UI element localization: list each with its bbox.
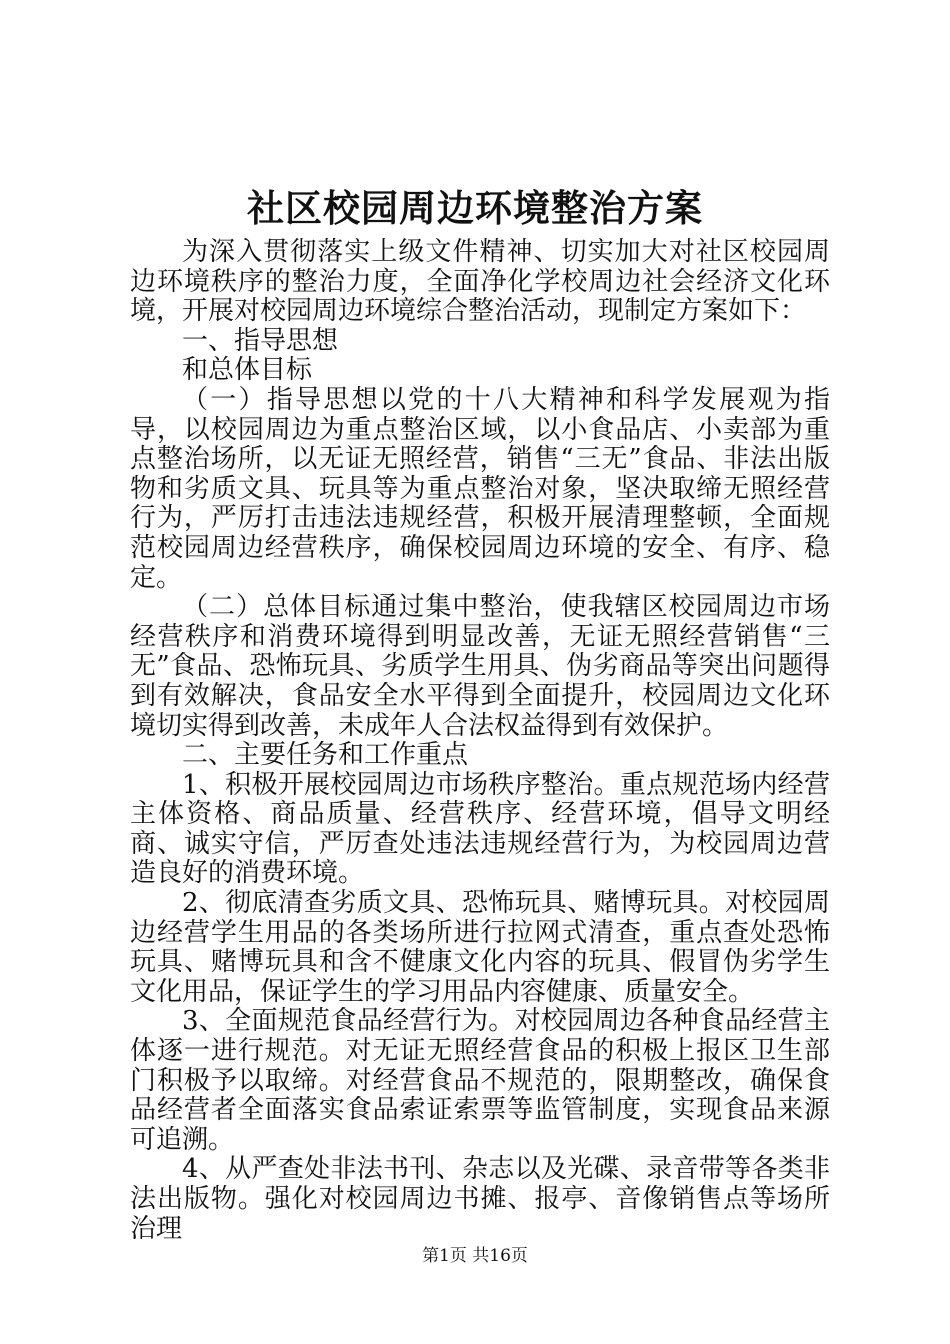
paragraph-task-1: 1、积极开展校园周边市场秩序整治。重点规范场内经营主体资格、商品质量、经营秩序、经营环境，倡导文明经商、诚实守信，严厉查处违法违规经营行为，为校园周边营造良好的消费环境。: [130, 769, 830, 889]
page-number-footer: 第1页 共16页: [422, 1246, 528, 1266]
section-heading-1: 一、指导思想: [182, 325, 339, 356]
document-title: 社区校园周边环境整治方案: [247, 186, 703, 230]
section-heading-2: 二、主要任务和工作重点: [182, 740, 469, 771]
paragraph-overall-goal: （二）总体目标通过集中整治，使我辖区校园周边市场经营秩序和消费环境得到明显改善，无证无照经营销售“三无”食品、恐怖玩具、劣质学生用具、伪劣商品等突出问题得到有效解决，食品安全水平得到全面提升，校园周边文化环境切实得到改善，未成年人合法权益得到有效保护。: [130, 592, 830, 741]
paragraph-guiding-thought: （一）指导思想以党的十八大精神和科学发展观为指导，以校园周边为重点整治区域，以小食品店、小卖部为重点整治场所，以无证无照经营，销售“三无”食品、非法出版物和劣质文具、玩具等为重点整治对象，坚决取缔无照经营行为，严厉打击违法违规经营，积极开展清理整顿，全面规范校园周边经营秩序，确保校园周边环境的安全、有序、稳定。: [130, 384, 830, 593]
paragraph-task-2: 2、彻底清查劣质文具、恐怖玩具、赌博玩具。对校园周边经营学生用品的各类场所进行拉网式清查，重点查处恐怖玩具、赌博玩具和含不健康文化内容的玩具、假冒伪劣学生文化用品，保证学生的学习用品内容健康、质量安全。: [130, 888, 830, 1007]
paragraph-task-3: 3、全面规范食品经营行为。对校园周边各种食品经营主体逐一进行规范。对无证无照经营食品的积极上报区卫生部门积极予以取缔。对经营食品不规范的，限期整改，确保食品经营者全面落实食品索证索票等监管制度，实现食品来源可追溯。: [130, 1006, 830, 1155]
document-body: [130, 238, 830, 1244]
paragraph-task-4: 4、从严查处非法书刊、杂志以及光碟、录音带等各类非法出版物。强化对校园周边书摊、报亭、音像销售点等场所治理: [130, 1154, 830, 1244]
section-heading-1-cont: 和总体目标: [182, 355, 313, 386]
paragraph-intro: 为深入贯彻落实上级文件精神、切实加大对社区校园周边环境秩序的整治力度，全面净化学校周边社会经济文化环境，开展对校园周边环境综合整治活动，现制定方案如下：: [130, 237, 830, 327]
